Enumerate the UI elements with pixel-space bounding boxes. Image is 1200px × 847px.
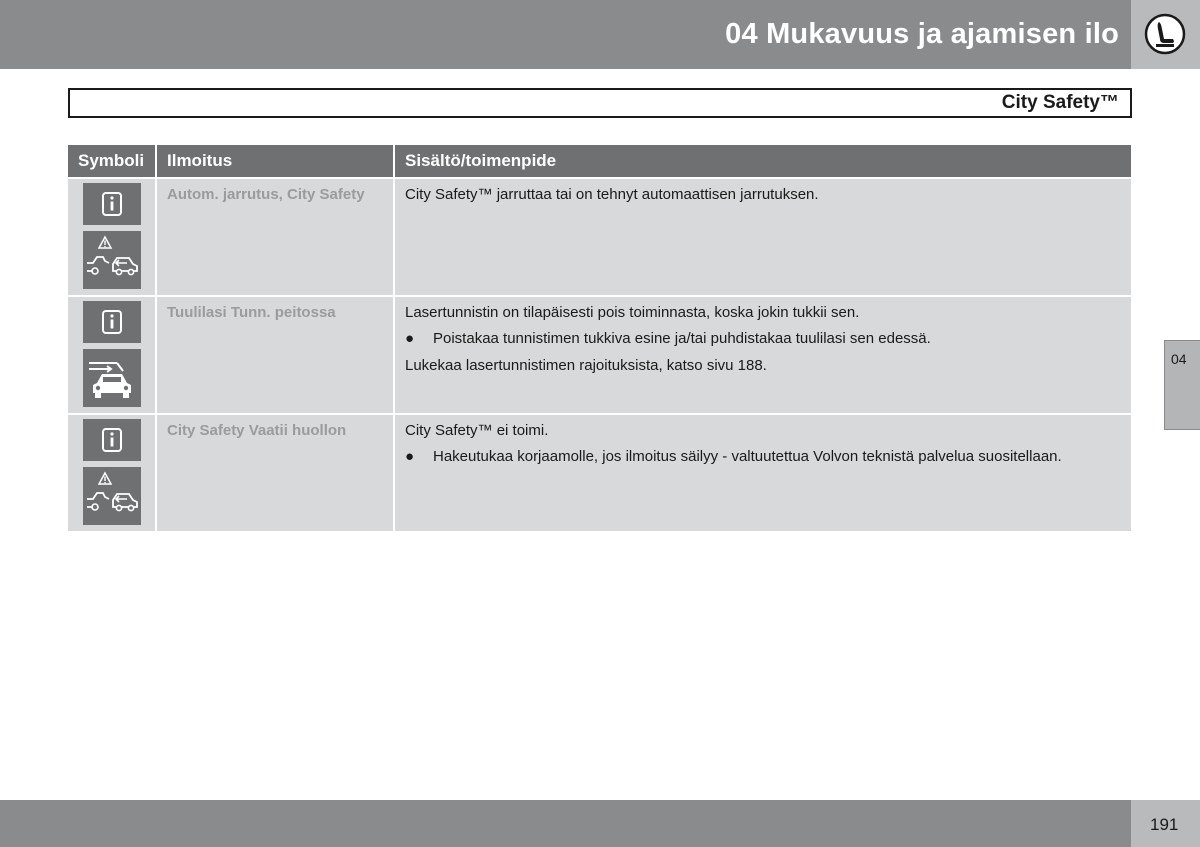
content-bullet [405, 329, 1121, 349]
symbol-cell [68, 295, 157, 413]
content-bullet [405, 447, 1121, 467]
symbol-cell [68, 177, 157, 295]
content-text: City Safety™ jarruttaa tai on tehnyt automaattisen jarrutuksen. [405, 186, 819, 203]
section-title: City Safety™ [1001, 92, 1119, 113]
table-row [68, 177, 1131, 295]
bullet-text: Hakeutukaa korjaamolle, jos ilmoitus säilyy - valtuutettua Volvon teknistä palvelua suositellaan. [433, 448, 1062, 466]
column-header-symbol: Symboli [68, 145, 157, 177]
page-header [0, 0, 1131, 69]
table-row [68, 295, 1131, 413]
side-tab-label: 04 [1171, 351, 1187, 367]
table-row [68, 413, 1131, 531]
bullet-dot-icon: ● [405, 330, 415, 348]
bullet-text: Poistakaa tunnistimen tukkiva esine ja/tai puhdistakaa tuulilasi sen edessä. [433, 330, 931, 348]
info-icon [83, 301, 141, 343]
message-table [68, 145, 1131, 531]
chapter-icon-box [1131, 0, 1200, 69]
symbol-cell [68, 413, 157, 531]
content-text: City Safety™ ei toimi. [405, 422, 549, 439]
chapter-title: 04 Mukavuus ja ajamisen ilo [725, 18, 1119, 50]
page-number-box [1131, 800, 1200, 847]
info-icon [83, 183, 141, 225]
column-header-content: Sisältö/toimenpide [395, 145, 1131, 177]
message-cell: City Safety Vaatii huollon [157, 413, 395, 531]
city-safety-warning-icon [83, 467, 141, 525]
page-footer [0, 800, 1131, 847]
content-cell [395, 177, 1131, 295]
message-cell: Tuulilasi Tunn. peitossa [157, 295, 395, 413]
city-safety-warning-icon [83, 231, 141, 289]
content-cell [395, 295, 1131, 413]
chapter-side-tab[interactable] [1164, 340, 1200, 430]
info-icon [83, 419, 141, 461]
section-header [68, 88, 1132, 118]
table-header-row [68, 145, 1131, 177]
content-text: Lukekaa lasertunnistimen rajoituksista, katso sivu 188. [405, 356, 767, 374]
seat-icon [1144, 13, 1186, 55]
column-header-message: Ilmoitus [157, 145, 395, 177]
content-cell [395, 413, 1131, 531]
page-number: 191 [1150, 815, 1179, 834]
message-cell: Autom. jarrutus, City Safety [157, 177, 395, 295]
windshield-sensor-icon [83, 349, 141, 407]
content-text: Lasertunnistin on tilapäisesti pois toiminnasta, koska jokin tukkii sen. [405, 304, 860, 321]
bullet-dot-icon: ● [405, 448, 415, 466]
